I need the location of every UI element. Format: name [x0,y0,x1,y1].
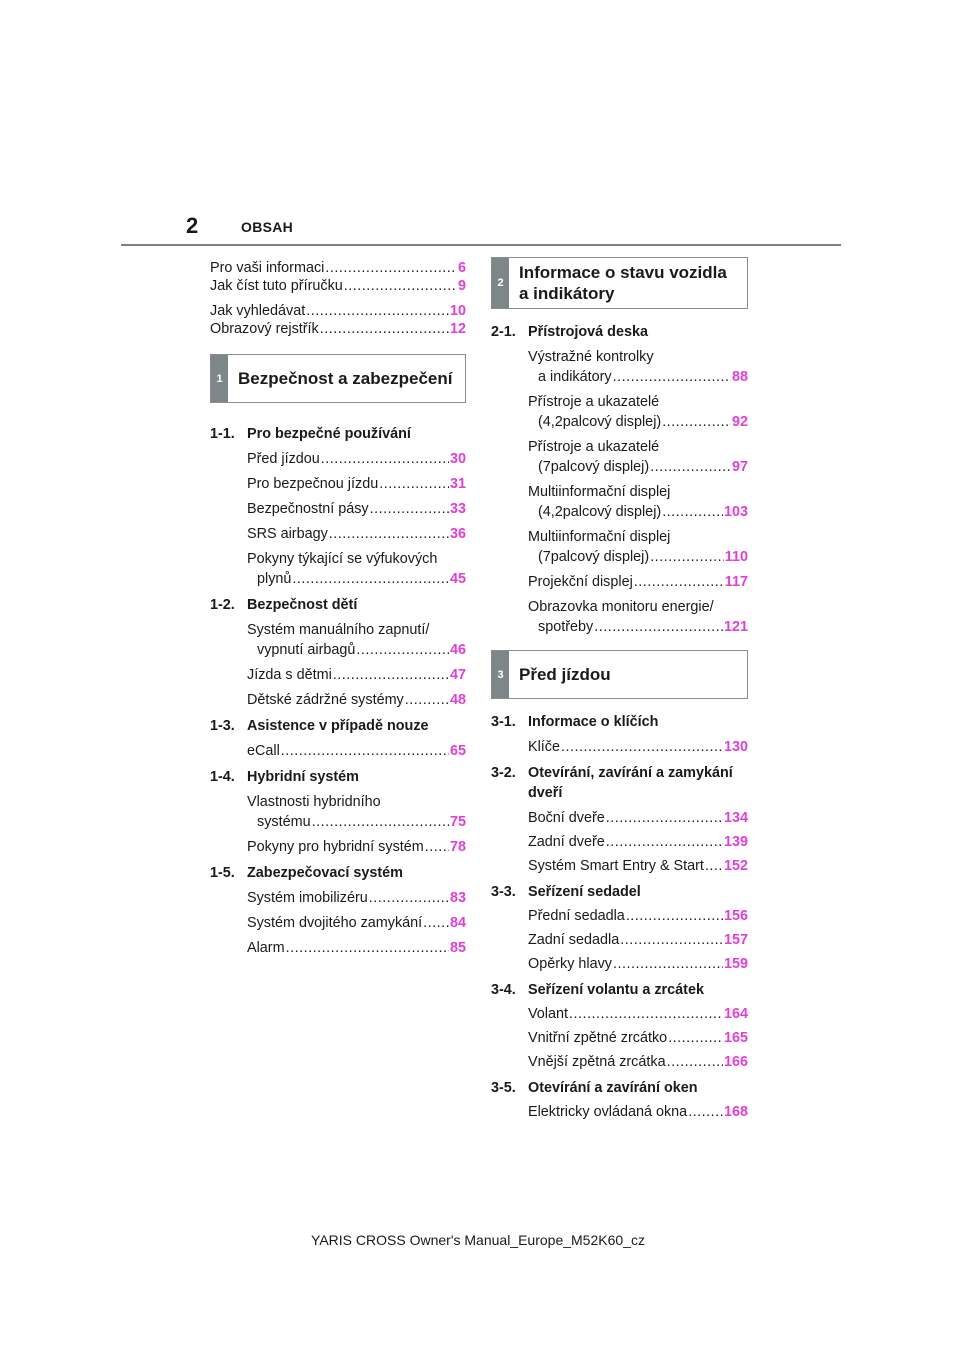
toc-entry[interactable]: SRS airbagy ..... 36 [210,525,466,543]
toc-entry[interactable]: Pro vaši informaci ..... 6 [210,252,466,277]
section-heading: 3-4. Seřízení volantu a zrcátek [491,982,704,998]
toc-entry[interactable]: vypnutí airbagů ..... 46 [210,641,466,659]
toc-entry[interactable]: Obrazový rejstřík ..... 12 [210,320,466,338]
toc-entry[interactable]: Boční dveře ..... 134 [491,809,748,827]
section-heading: 3-3. Seřízení sedadel [491,884,641,900]
page-link[interactable]: 33 [449,501,466,517]
toc-entry[interactable]: Zadní sedadla ..... 157 [491,931,748,949]
page-link[interactable]: 75 [449,814,466,830]
section-heading-line: dveří [528,785,563,801]
page-link[interactable]: 164 [723,1006,748,1022]
toc-entry[interactable]: Jízda s dětmi ..... 47 [210,666,466,684]
header-divider [121,244,841,246]
toc-entry[interactable]: Zadní dveře ..... 139 [491,833,748,851]
section-heading: 1-3. Asistence v případě nouze [210,718,429,734]
chapter-tab: 3 [492,651,509,698]
toc-entry[interactable]: Alarm ..... 85 [210,939,466,957]
toc-entry[interactable]: Přední sedadla ..... 156 [491,907,748,925]
toc-entry-line: Výstražné kontrolky [528,349,654,365]
section-heading: 1-1. Pro bezpečné používání [210,426,411,442]
page-link[interactable]: 9 [457,278,466,294]
section-heading: 3-1. Informace o klíčích [491,714,659,730]
page-title: OBSAH [241,219,294,235]
page-link[interactable]: 103 [723,504,748,520]
chapter-1-heading[interactable] [210,354,466,403]
page-link[interactable]: 83 [449,890,466,906]
page-link[interactable]: 84 [449,915,466,931]
page-link[interactable]: 130 [723,739,748,755]
toc-entry[interactable]: Dětské zádržné systémy ..... 48 [210,691,466,709]
left-column [210,252,466,957]
page-link[interactable]: 88 [731,369,748,385]
page-link[interactable]: 31 [449,476,466,492]
page-link[interactable]: 10 [449,303,466,319]
toc-entry[interactable]: Volant ..... 164 [491,1005,748,1023]
chapter-title: Bezpečnost a zabezpečení [238,369,453,388]
right-column [491,257,748,1121]
page-link[interactable]: 152 [723,858,748,874]
toc-entry[interactable]: Jak vyhledávat ..... 10 [210,295,466,320]
page-link[interactable]: 48 [449,692,466,708]
toc-entry-line: Multiinformační displej [528,484,671,500]
page-link[interactable]: 30 [449,451,466,467]
footer-text: YARIS CROSS Owner's Manual_Europe_M52K60_cz [311,1232,645,1248]
page-link[interactable]: 159 [723,956,748,972]
section-heading: 1-2. Bezpečnost dětí [210,597,358,613]
page-link[interactable]: 65 [449,743,466,759]
toc-entry[interactable]: systému ..... 75 [210,813,466,831]
toc-entry[interactable]: Vnitřní zpětné zrcátko ..... 165 [491,1029,748,1047]
page-link[interactable]: 78 [449,839,466,855]
section-heading: 2-1. Přístrojová deska [491,324,648,340]
page-link[interactable]: 110 [724,549,748,565]
toc-entry-line: Pokyny týkající se výfukových [247,551,438,567]
toc-entry[interactable]: Bezpečnostní pásy ..... 33 [210,500,466,518]
page-link[interactable]: 36 [449,526,466,542]
section-heading: 3-2. Otevírání, zavírání a zamykání [491,765,733,781]
toc-entry-line: Obrazovka monitoru energie/ [528,599,714,615]
section-heading: 3-5. Otevírání a zavírání oken [491,1080,698,1096]
toc-entry[interactable]: Projekční displej ..... 117 [491,573,748,591]
toc-entry[interactable]: (7palcový displej) ..... 110 [491,548,748,566]
page-link[interactable]: 117 [724,574,748,590]
toc-entry-line: Přístroje a ukazatelé [528,439,660,455]
toc-entry-line: Přístroje a ukazatelé [528,394,660,410]
toc-entry[interactable]: Opěrky hlavy ..... 159 [491,955,748,973]
chapter-tab: 1 [211,355,228,402]
page-link[interactable]: 46 [449,642,466,658]
toc-entry-line: Systém manuálního zapnutí/ [247,622,430,638]
page-link[interactable]: 121 [723,619,748,635]
toc-entry-line: Vlastnosti hybridního [247,794,381,810]
toc-entry[interactable]: Pokyny pro hybridní systém ..... 78 [210,838,466,856]
toc-entry[interactable]: Elektricky ovládaná okna ..... 168 [491,1103,748,1121]
toc-entry[interactable]: a indikátory ..... 88 [491,368,748,386]
page-link[interactable]: 157 [723,932,748,948]
page-link[interactable]: 45 [449,571,466,587]
page-link[interactable]: 166 [723,1054,748,1070]
chapter-3-heading[interactable] [491,650,748,699]
page-link[interactable]: 156 [723,908,748,924]
toc-entry[interactable]: Systém imobilizéru ..... 83 [210,889,466,907]
toc-entry[interactable]: (4,2palcový displej) ..... 103 [491,503,748,521]
page-link[interactable]: 6 [457,260,466,276]
page-number: 2 [186,213,199,238]
toc-entry[interactable]: Vnější zpětná zrcátka ..... 166 [491,1053,748,1071]
page-link[interactable]: 168 [723,1104,748,1120]
section-heading: 1-5. Zabezpečovací systém [210,865,403,881]
toc-entry[interactable]: spotřeby ..... 121 [491,618,748,636]
chapter-title: Před jízdou [519,665,611,684]
toc-entry[interactable]: Klíče ..... 130 [491,738,748,756]
toc-entry[interactable]: Jak číst tuto příručku ..... 9 [210,277,466,295]
chapter-2-heading[interactable] [491,257,748,309]
toc-entry[interactable]: (4,2palcový displej) ..... 92 [491,413,748,431]
toc-entry-line: Multiinformační displej [528,529,671,545]
toc-entry[interactable]: Před jízdou ..... 30 [210,450,466,468]
page-link[interactable]: 139 [723,834,748,850]
toc-entry[interactable]: Pro bezpečnou jízdu ..... 31 [210,475,466,493]
toc-entry[interactable]: eCall ..... 65 [210,742,466,760]
section-heading: 1-4. Hybridní systém [210,769,359,785]
page-link[interactable]: 97 [731,459,748,475]
page-link[interactable]: 165 [723,1030,748,1046]
page-link[interactable]: 134 [723,810,748,826]
page-link[interactable]: 92 [731,414,748,430]
toc-entry[interactable]: Systém Smart Entry & Start ..... 152 [491,857,748,875]
toc-entry[interactable]: (7palcový displej) ..... 97 [491,458,748,476]
chapter-tab: 2 [492,258,509,308]
page-link[interactable]: 47 [449,667,466,683]
toc-entry[interactable]: plynů ..... 45 [210,570,466,588]
page-link[interactable]: 85 [449,940,466,956]
toc-entry[interactable]: Systém dvojitého zamykání ..... 84 [210,914,466,932]
page-link[interactable]: 12 [449,321,466,337]
chapter-title: Informace o stavu vozidla a indikátory [519,263,727,303]
